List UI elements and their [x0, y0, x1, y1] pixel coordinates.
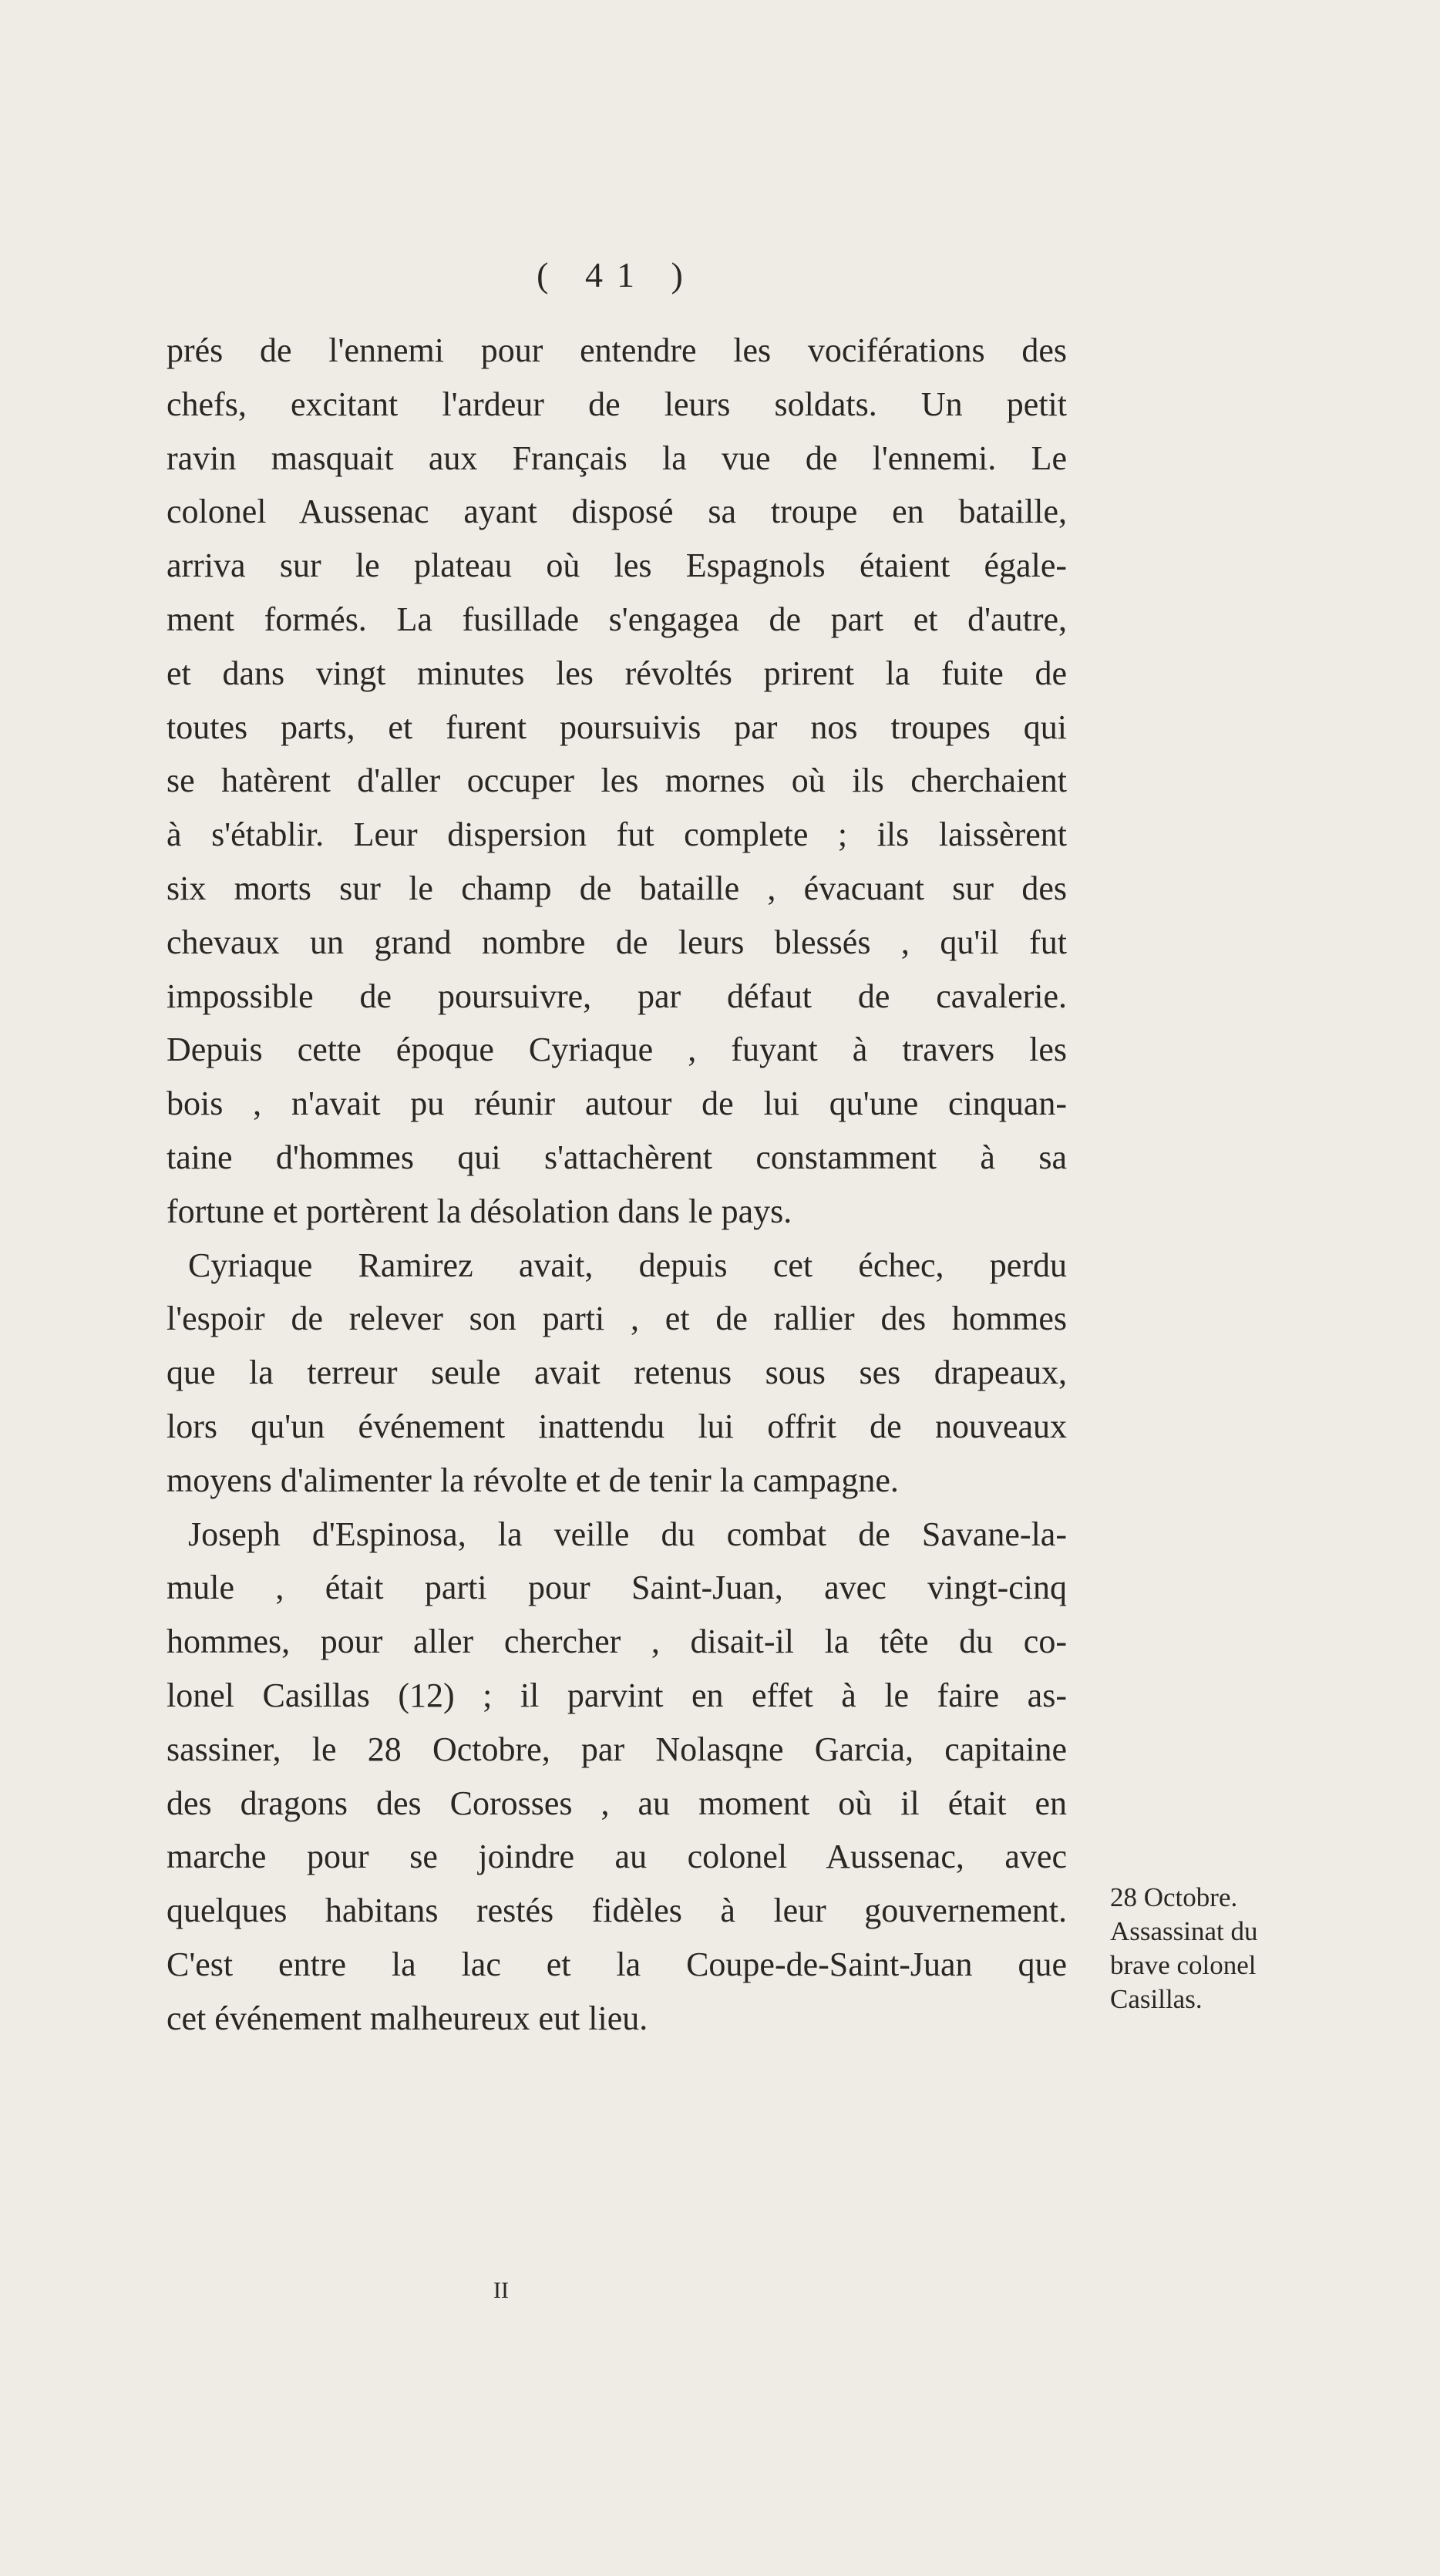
text-line: quelques habitans restés fidèles à leur gouvernement.	[167, 1892, 1067, 1930]
text-line: six morts sur le champ de bataille , évacuant sur des	[167, 869, 1067, 907]
text-line: que la terreur seule avait retenus sous ses drapeaux,	[167, 1354, 1067, 1392]
page-number: ( 41 )	[537, 255, 697, 294]
text-line: l'espoir de relever son parti , et de rallier des hommes	[167, 1300, 1067, 1338]
text-line: sassiner, le 28 Octobre, par Nolasqne Garcia, capitaine	[167, 1730, 1067, 1768]
text-line: mule , était parti pour Saint-Juan, avec vingt-cinq	[167, 1569, 1067, 1607]
text-line: hommes, pour aller chercher , disait-il la tête du co-	[167, 1623, 1067, 1661]
text-line: impossible de poursuivre, par défaut de cavalerie.	[167, 977, 1067, 1015]
margin-note-line: Casillas.	[1110, 1984, 1203, 2014]
text-line: colonel Aussenac ayant disposé sa troupe en bataille,	[167, 493, 1067, 531]
signature-mark: II	[493, 2278, 509, 2303]
text-line: Joseph d'Espinosa, la veille du combat de Savane-la-	[188, 1515, 1067, 1553]
text-line: des dragons des Corosses , au moment où il était en	[167, 1784, 1067, 1822]
text-line: arriva sur le plateau où les Espagnols étaient égale-	[167, 546, 1067, 585]
text-line: et dans vingt minutes les révoltés prirent la fuite de	[167, 654, 1067, 692]
body-text	[167, 324, 1067, 2046]
text-line: fortune et portèrent la désolation dans le pays.	[167, 1192, 792, 1230]
text-line: lors qu'un événement inattendu lui offrit de nouveaux	[167, 1407, 1067, 1445]
text-line: prés de l'ennemi pour entendre les vociférations des	[167, 331, 1067, 369]
margin-note-line: Assassinat du	[1110, 1916, 1258, 1946]
margin-note-line: 28 Octobre.	[1110, 1882, 1238, 1912]
text-line: marche pour se joindre au colonel Aussenac, avec	[167, 1838, 1067, 1876]
text-line: ravin masquait aux Français la vue de l'ennemi. Le	[167, 439, 1067, 477]
text-line: Cyriaque Ramirez avait, depuis cet échec, perdu	[188, 1246, 1067, 1284]
text-line: à s'établir. Leur dispersion fut complete ; ils laissèrent	[167, 816, 1067, 854]
text-line: se hatèrent d'aller occuper les mornes où ils cherchaient	[167, 762, 1067, 800]
text-line: lonel Casillas (12) ; il parvint en effet à le faire as-	[167, 1676, 1067, 1714]
text-line: toutes parts, et furent poursuivis par nos troupes qui	[167, 708, 1067, 746]
margin-note	[1110, 1881, 1341, 2016]
text-line: taine d'hommes qui s'attachèrent constamment à sa	[167, 1138, 1067, 1176]
text-line: bois , n'avait pu réunir autour de lui qu'une cinquan-	[167, 1085, 1067, 1123]
text-line: C'est entre la lac et la Coupe-de-Saint-Juan que	[167, 1945, 1067, 1983]
text-line: ment formés. La fusillade s'engagea de part et d'autre,	[167, 600, 1067, 638]
text-line: chevaux un grand nombre de leurs blessés , qu'il fut	[167, 923, 1067, 961]
text-line: Depuis cette époque Cyriaque , fuyant à travers les	[167, 1031, 1067, 1069]
margin-note-line: brave colonel	[1110, 1950, 1257, 1980]
text-line: moyens d'alimenter la révolte et de tenir la campagne.	[167, 1461, 899, 1499]
text-line: cet événement malheureux eut lieu.	[167, 1999, 648, 2037]
text-line: chefs, excitant l'ardeur de leurs soldats. Un petit	[167, 385, 1067, 423]
